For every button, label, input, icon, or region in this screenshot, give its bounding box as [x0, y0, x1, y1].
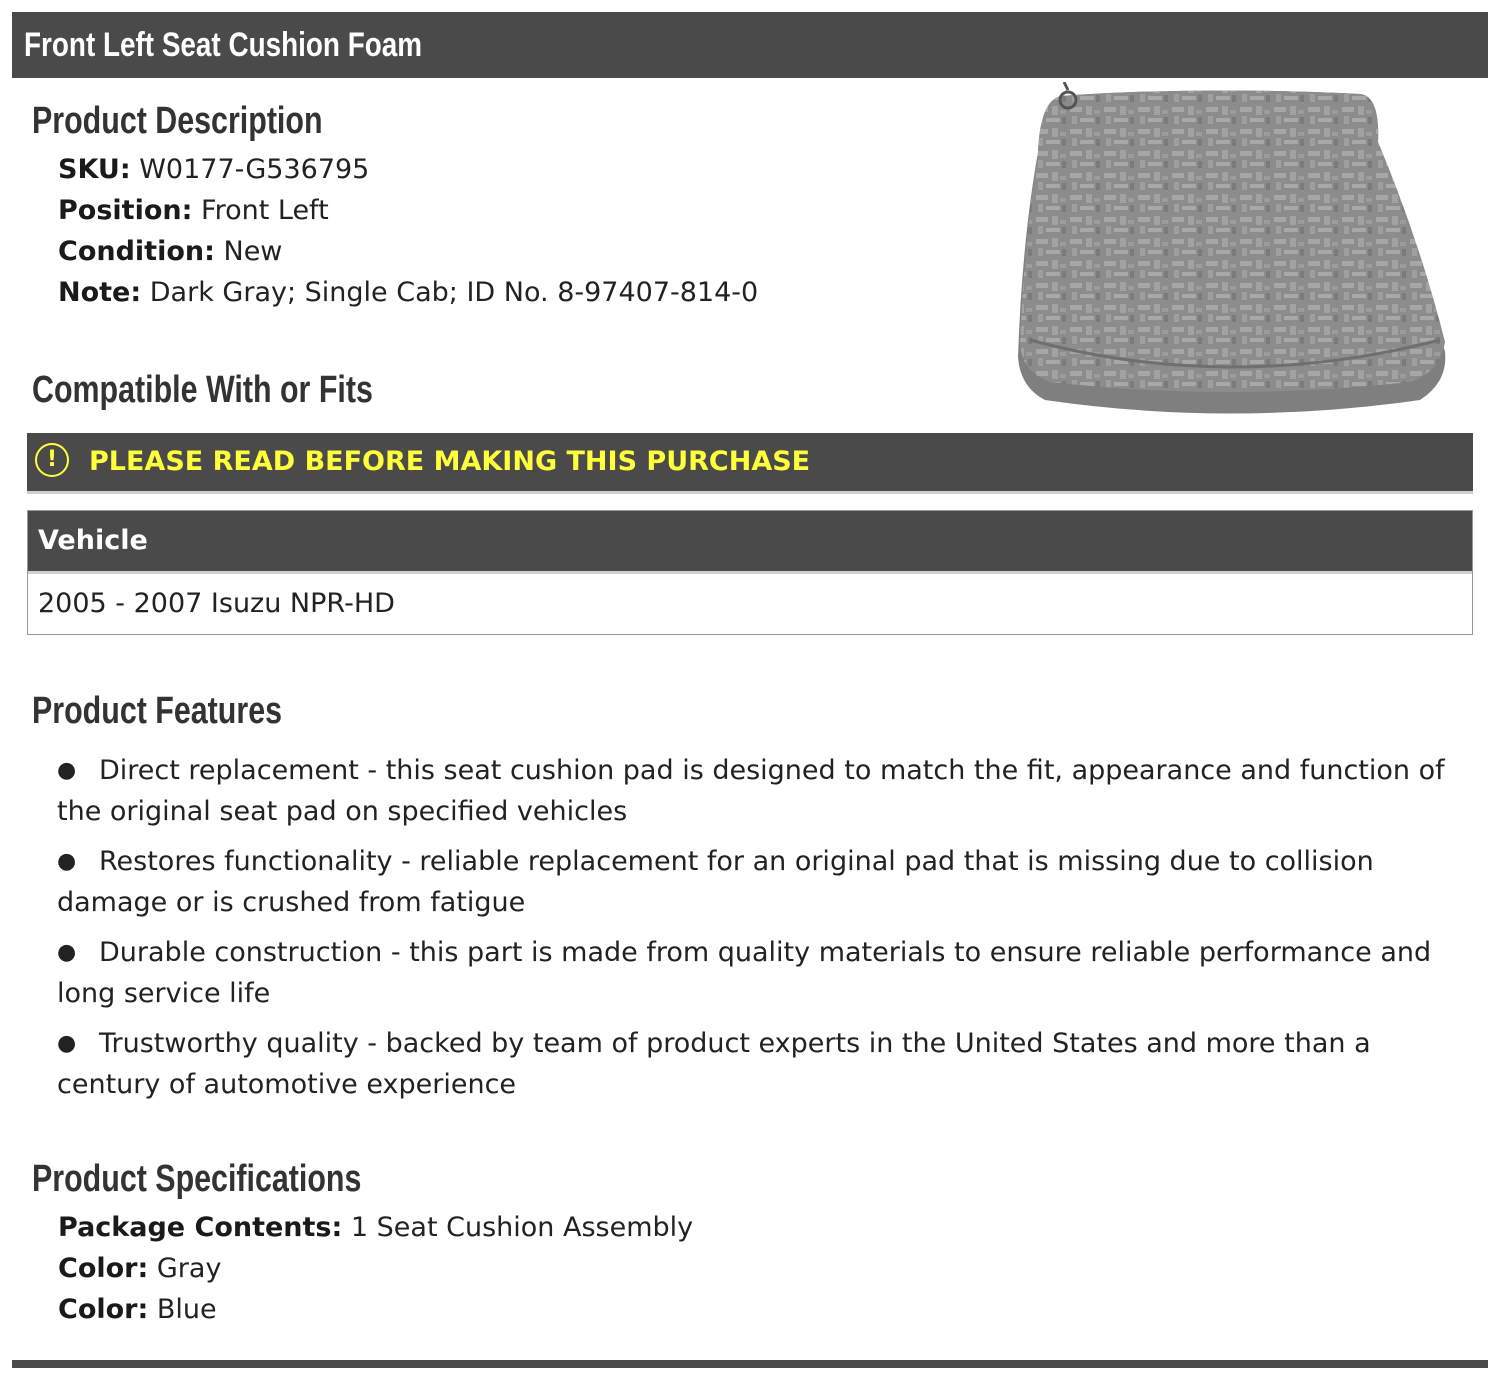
feature-text: Restores functionality - reliable replacement for an original pad that is missing due to collision damage or is crushed from fatigue [57, 846, 1374, 918]
color-label: Color: [58, 1294, 149, 1325]
condition-label: Condition: [58, 236, 215, 267]
title-bar [12, 12, 1488, 78]
vehicle-row: 2005 - 2007 Isuzu NPR-HD [38, 588, 395, 619]
color-row [58, 1249, 221, 1289]
note-label: Note: [58, 277, 142, 308]
condition-value: New [223, 236, 283, 267]
vehicle-column-header: Vehicle [28, 511, 1472, 574]
color-row [58, 1290, 217, 1330]
color-label: Color: [58, 1253, 149, 1284]
note-value: Dark Gray; Single Cab; ID No. 8-97407-814-0 [149, 277, 759, 308]
alert-icon: ! [35, 443, 69, 477]
package-contents-row [58, 1208, 693, 1248]
bullet-icon: ● [57, 940, 77, 965]
feature-text: Durable construction - this part is made from quality materials to ensure reliable performance and long service life [57, 937, 1432, 1009]
specifications-heading: Product Specifications [32, 1158, 362, 1200]
page-title: Front Left Seat Cushion Foam [24, 26, 423, 64]
color-value: Blue [156, 1294, 217, 1325]
bullet-icon: ● [57, 1031, 77, 1056]
bottom-divider [12, 1360, 1488, 1368]
seat-cushion-image [1000, 82, 1460, 422]
position-value: Front Left [201, 195, 329, 226]
feature-text: Trustworthy quality - backed by team of product experts in the United States and more than a century of automotive experience [57, 1028, 1371, 1100]
feature-item [57, 1023, 1482, 1105]
package-contents-value: 1 Seat Cushion Assembly [350, 1212, 694, 1243]
feature-item [57, 750, 1482, 832]
description-heading: Product Description [32, 100, 323, 142]
condition-row [58, 232, 282, 272]
bullet-icon: ● [57, 758, 77, 783]
vehicle-table [27, 510, 1473, 635]
bullet-icon: ● [57, 849, 77, 874]
purchase-alert [27, 433, 1473, 494]
features-heading: Product Features [32, 690, 283, 732]
features-list [57, 750, 1482, 1114]
feature-item [57, 841, 1482, 923]
position-row [58, 191, 329, 231]
feature-text: Direct replacement - this seat cushion pad is designed to match the fit, appearance and function of the original seat pad on specified vehicles [57, 755, 1445, 827]
compatibility-heading: Compatible With or Fits [32, 369, 373, 411]
sku-label: SKU: [58, 154, 131, 185]
color-value: Gray [156, 1253, 222, 1284]
feature-item [57, 932, 1482, 1014]
alert-text: PLEASE READ BEFORE MAKING THIS PURCHASE [89, 446, 811, 477]
sku-row [58, 150, 369, 190]
package-contents-label: Package Contents: [58, 1212, 343, 1243]
note-row [58, 273, 758, 313]
sku-value: W0177-G536795 [139, 154, 370, 185]
position-label: Position: [58, 195, 193, 226]
